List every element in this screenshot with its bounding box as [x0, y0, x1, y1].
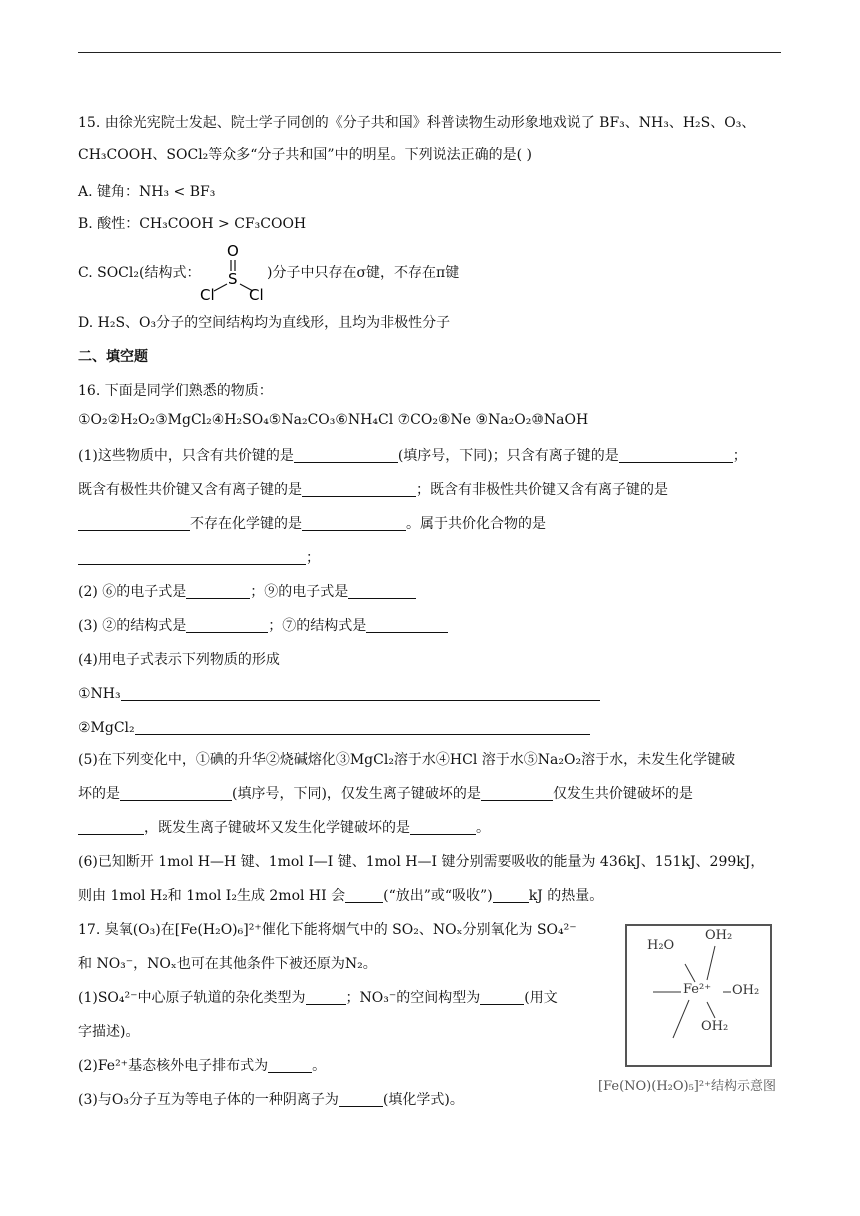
answer-blank[interactable]	[366, 618, 448, 633]
q16-part1-line3	[78, 514, 546, 534]
q16-p1-text-g: 。属于共价化合物的是	[406, 516, 546, 532]
q17-part1-line1	[78, 988, 558, 1008]
q15-option-d: D. H₂S、O₃分子的空间结构均为直线形，且均为非极性分子	[78, 315, 451, 331]
q16-part6-line2	[78, 886, 603, 906]
q15-option-c-suffix: )分子中只存在σ键，不存在π键	[267, 265, 460, 281]
header-rule	[78, 52, 781, 53]
q16-p1-text-h: ；	[306, 550, 320, 566]
q15-line1: 15. 由徐光宪院士发起、院士学子同创的《分子共和国》科普读物生动形象地戏说了 BF₃、NH₃、H₂S、O₃、	[78, 115, 756, 131]
q16-part4-item2	[78, 718, 590, 738]
answer-blank[interactable]	[480, 990, 524, 1005]
answer-blank[interactable]	[121, 686, 600, 701]
answer-blank[interactable]	[619, 448, 733, 463]
section-heading-fill-in: 二、填空题	[78, 349, 148, 365]
answer-blank[interactable]	[135, 720, 590, 735]
answer-blank[interactable]	[78, 820, 144, 835]
q16-p5-text-d: 仅发生共价键破坏的是	[552, 786, 693, 802]
label-oh2-bottom: OH₂	[701, 1019, 729, 1034]
q16-p6-text-b: 则由 1mol H₂和 1mol I₂生成 2mol HI 会	[78, 888, 346, 904]
q16-p1-text-d: 既含有极性共价键又含有离子键的是	[78, 482, 302, 498]
struct-S: S	[228, 270, 238, 288]
q16-p5-text-b: 坏的是	[78, 786, 120, 802]
q16-part4: (4)用电子式表示下列物质的形成	[78, 652, 280, 668]
label-h2o-left: H₂O	[647, 938, 675, 953]
q17-p2-text-b: 。	[312, 1058, 327, 1074]
q15-option-c-prefix: C. SOCl₂(结构式：	[78, 265, 201, 281]
struct-O: O	[227, 242, 239, 260]
answer-blank[interactable]	[410, 820, 476, 835]
answer-blank[interactable]	[493, 888, 529, 903]
answer-blank[interactable]	[186, 618, 268, 633]
answer-blank[interactable]	[348, 584, 416, 599]
q16-part1-line2	[78, 480, 668, 500]
q16-p1-text-c: ；	[732, 448, 747, 464]
q17-p3-text-a: (3)与O₃分子互为等电子体的一种阴离子为	[78, 1092, 339, 1108]
figure-caption: [Fe(NO)(H₂O)₅]²⁺结构示意图	[598, 1079, 776, 1094]
q15-line2: CH₃COOH、SOCl₂等众多“分子共和国”中的明星。下列说法正确的是( )	[78, 147, 532, 163]
q17-p2-text-a: (2)Fe²⁺基态核外电子排布式为	[78, 1058, 269, 1074]
q16-part6-line1: (6)已知断开 1mol H—H 键、1mol I—I 键、1mol H—I 键分别需要吸收的能量为 436kJ、151kJ、299kJ，	[78, 854, 765, 870]
q16-p1-text-e: ；既含有非极性共价键又含有离子键的是	[416, 482, 668, 498]
fe-complex-figure	[625, 924, 772, 1067]
socl2-structure-diagram	[197, 240, 269, 302]
q17-line1: 17. 臭氧(O₃)在[Fe(H₂O)₆]²⁺催化下能将烟气中的 SO₂、NOₓ分别氧化为 SO₄²⁻	[78, 922, 577, 938]
q16-part5-line3	[78, 818, 490, 838]
q16-p3-text-a: (3) ②的结构式是	[78, 618, 187, 634]
answer-blank[interactable]	[120, 786, 232, 801]
q16-part2	[78, 582, 416, 602]
q16-p1-text-f: 不存在化学键的是	[190, 516, 302, 532]
q16-p5-text-c: (填序号，下同)，仅发生离子键破坏的是	[232, 786, 481, 802]
q16-part1-line4	[78, 548, 320, 568]
q16-p6-text-c: (“放出”或“吸收”)	[383, 888, 493, 904]
q16-part3	[78, 616, 448, 636]
q16-intro: 16. 下面是同学们熟悉的物质：	[78, 383, 273, 399]
struct-bond-left	[214, 284, 227, 291]
label-oh2-top: OH₂	[705, 928, 733, 943]
q17-p3-text-b: (填化学式)。	[382, 1092, 464, 1108]
label-fe: Fe²⁺	[683, 982, 712, 997]
label-oh2-right: OH₂	[732, 983, 760, 998]
q16-p5-text-f: 。	[476, 820, 490, 836]
q16-p2-text-b: ；⑨的电子式是	[250, 584, 349, 600]
q17-part2	[78, 1056, 326, 1076]
q17-p1-text-a: (1)SO₄²⁻中心原子轨道的杂化类型为	[78, 990, 306, 1006]
answer-blank[interactable]	[345, 888, 383, 903]
q16-p1-text-b: (填序号，下同)；只含有离子键的是	[397, 448, 619, 464]
q16-p1-text-a: (1)这些物质中，只含有共价键的是	[78, 448, 294, 464]
q16-part4-item1	[78, 684, 600, 704]
q17-part3	[78, 1090, 464, 1110]
q16-p4-nh3: ①NH₃	[78, 686, 121, 702]
q17-line2: 和 NO₃⁻，NOₓ也可在其他条件下被还原为N₂。	[78, 956, 377, 972]
answer-blank[interactable]	[78, 516, 190, 531]
answer-blank[interactable]	[339, 1092, 383, 1107]
q15-option-c	[78, 263, 200, 283]
q16-p3-text-b: ；⑦的结构式是	[268, 618, 367, 634]
struct-Cl-left: Cl	[200, 286, 215, 302]
answer-blank[interactable]	[302, 516, 406, 531]
answer-blank[interactable]	[306, 990, 346, 1005]
struct-Cl-right: Cl	[249, 286, 264, 302]
answer-blank[interactable]	[481, 786, 553, 801]
q16-p5-text-e: ，既发生离子键破坏又发生化学键破坏的是	[144, 820, 410, 836]
q16-part5-line1: (5)在下列变化中，①碘的升华②烧碱熔化③MgCl₂溶于水④HCl 溶于水⑤Na₂O₂溶于水，未发生化学键破	[78, 752, 736, 768]
q17-p1-text-b: ；NO₃⁻的空间构型为	[345, 990, 481, 1006]
q16-p2-text-a: (2) ⑥的电子式是	[78, 584, 187, 600]
q17-part1-line2: 字描述)。	[78, 1024, 140, 1040]
answer-blank[interactable]	[294, 448, 398, 463]
q15-option-a: A. 键角：NH₃ < BF₃	[78, 184, 216, 200]
q15-option-b: B. 酸性：CH₃COOH > CF₃COOH	[78, 216, 307, 232]
answer-blank[interactable]	[302, 482, 416, 497]
answer-blank[interactable]	[186, 584, 250, 599]
q16-substance-list: ①O₂②H₂O₂③MgCl₂④H₂SO₄⑤Na₂CO₃⑥NH₄Cl ⑦CO₂⑧Ne ⑨Na₂O₂⑩NaOH	[78, 412, 589, 428]
q17-p1-text-c: (用文	[524, 990, 558, 1006]
answer-blank[interactable]	[268, 1058, 312, 1073]
answer-blank[interactable]	[78, 550, 306, 565]
q16-part5-line2	[78, 784, 693, 804]
q16-p4-mgcl2: ②MgCl₂	[78, 720, 135, 736]
q16-part1-line1	[78, 446, 747, 466]
q16-p6-text-d: kJ 的热量。	[528, 888, 604, 904]
